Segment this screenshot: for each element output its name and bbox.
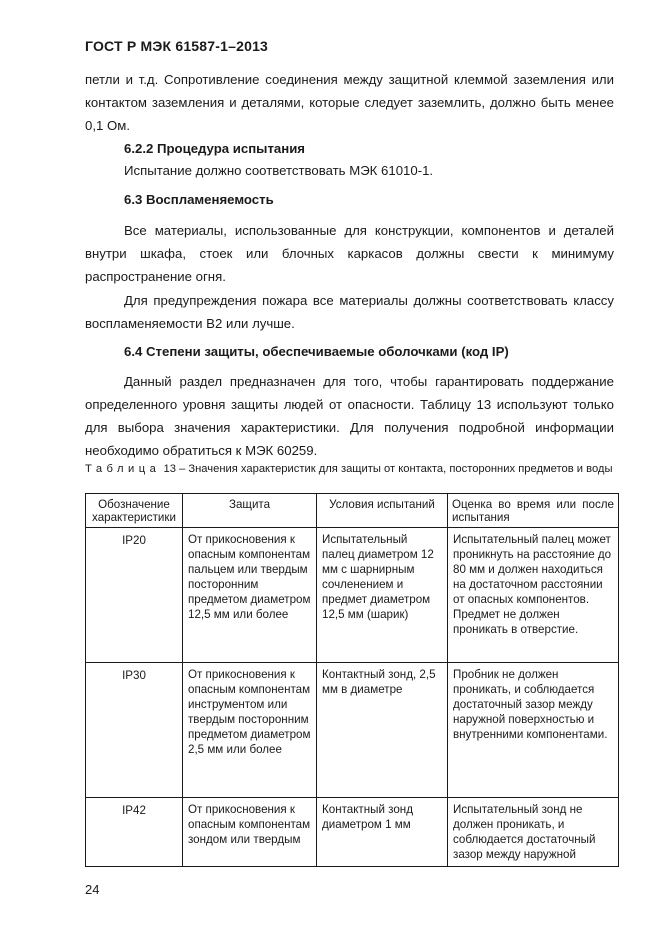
paragraph-line: распространение огня. xyxy=(85,269,226,284)
continuation-line: 0,1 Ом. xyxy=(85,118,130,133)
conditions-cell: Испытательный палец диаметром 12 мм с шарнирным сочленением и предмет диаметром 12,5 мм (шарик) xyxy=(317,528,448,663)
table-caption-label: Таблица xyxy=(85,463,161,475)
characteristics-table xyxy=(85,493,619,867)
evaluation-cell: Испытательный зонд не должен проникать, и соблюдается достаточный зазор между наружной xyxy=(448,798,619,867)
paragraph-line: Все материалы, использованные для конструкции, компонентов и деталей xyxy=(124,223,614,238)
paragraph-line: внутри шкафа, стоек или блочных каркасов должны свести к минимуму xyxy=(85,246,614,261)
column-header: Условия испытаний xyxy=(317,494,448,528)
page-number: 24 xyxy=(85,882,100,897)
section-heading-6-2-2: 6.2.2 Процедура испытания xyxy=(124,141,305,156)
standard-header: ГОСТ Р МЭК 61587-1–2013 xyxy=(85,38,269,54)
table-caption-text: 13 – Значения характеристик для защиты от контакта, посторонних предметов и воды xyxy=(160,463,613,475)
conditions-cell: Контактный зонд, 2,5 мм в диаметре xyxy=(317,663,448,798)
ip-code-cell: IP20 xyxy=(86,528,183,663)
table-header-row xyxy=(86,494,619,528)
paragraph-line: для выбора значения характеристики. Для получения подробной информации xyxy=(85,420,614,435)
protection-cell: От прикосновения к опасным компонентам пальцем или твердым посторонним предметом диаметром 12,5 мм или более xyxy=(183,528,317,663)
section-heading-6-4: 6.4 Степени защиты, обеспечиваемые оболочками (код IP) xyxy=(124,344,509,359)
protection-cell: От прикосновения к опасным компонентам зондом или твердым xyxy=(183,798,317,867)
table-row xyxy=(86,663,619,798)
table-row xyxy=(86,798,619,867)
column-header: Защита xyxy=(183,494,317,528)
section-heading-6-3: 6.3 Воспламеняемость xyxy=(124,192,274,207)
continuation-line: контактом заземления и деталями, которые следует заземлить, должно быть менее xyxy=(85,95,614,110)
table-caption xyxy=(85,463,614,476)
evaluation-cell: Испытательный палец может проникнуть на расстояние до 80 мм и должен находиться на достаточном расстоянии от опасных компонентов. Предмет не должен проникать в отверстие. xyxy=(448,528,619,663)
evaluation-cell: Пробник не должен проникать, и соблюдается достаточный зазор между наружной поверхностью и внутренними компонентами. xyxy=(448,663,619,798)
protection-cell: От прикосновения к опасным компонентам инструментом или твердым посторонним предметом диаметром 2,5 мм или более xyxy=(183,663,317,798)
ip-code-cell: IP42 xyxy=(86,798,183,867)
paragraph-line: необходимо обратиться к МЭК 60259. xyxy=(85,443,318,458)
table-row xyxy=(86,528,619,663)
conditions-cell: Контактный зонд диаметром 1 мм xyxy=(317,798,448,867)
paragraph-line: Для предупреждения пожара все материалы должны соответствовать классу xyxy=(124,293,614,308)
ip-code-cell: IP30 xyxy=(86,663,183,798)
column-header: Обозначение характеристики xyxy=(86,494,183,528)
paragraph-line: определенного уровня защиты людей от опасности. Таблицу 13 используют только xyxy=(85,397,614,412)
paragraph-line: Данный раздел предназначен для того, чтобы гарантировать поддержание xyxy=(124,374,614,389)
paragraph: Испытание должно соответствовать МЭК 61010-1. xyxy=(124,163,434,178)
continuation-line: петли и т.д. Сопротивление соединения между защитной клеммой заземления или xyxy=(85,72,614,87)
paragraph-line: воспламеняемости В2 или лучше. xyxy=(85,316,295,331)
column-header: Оценка во время или после испытания xyxy=(448,494,619,528)
